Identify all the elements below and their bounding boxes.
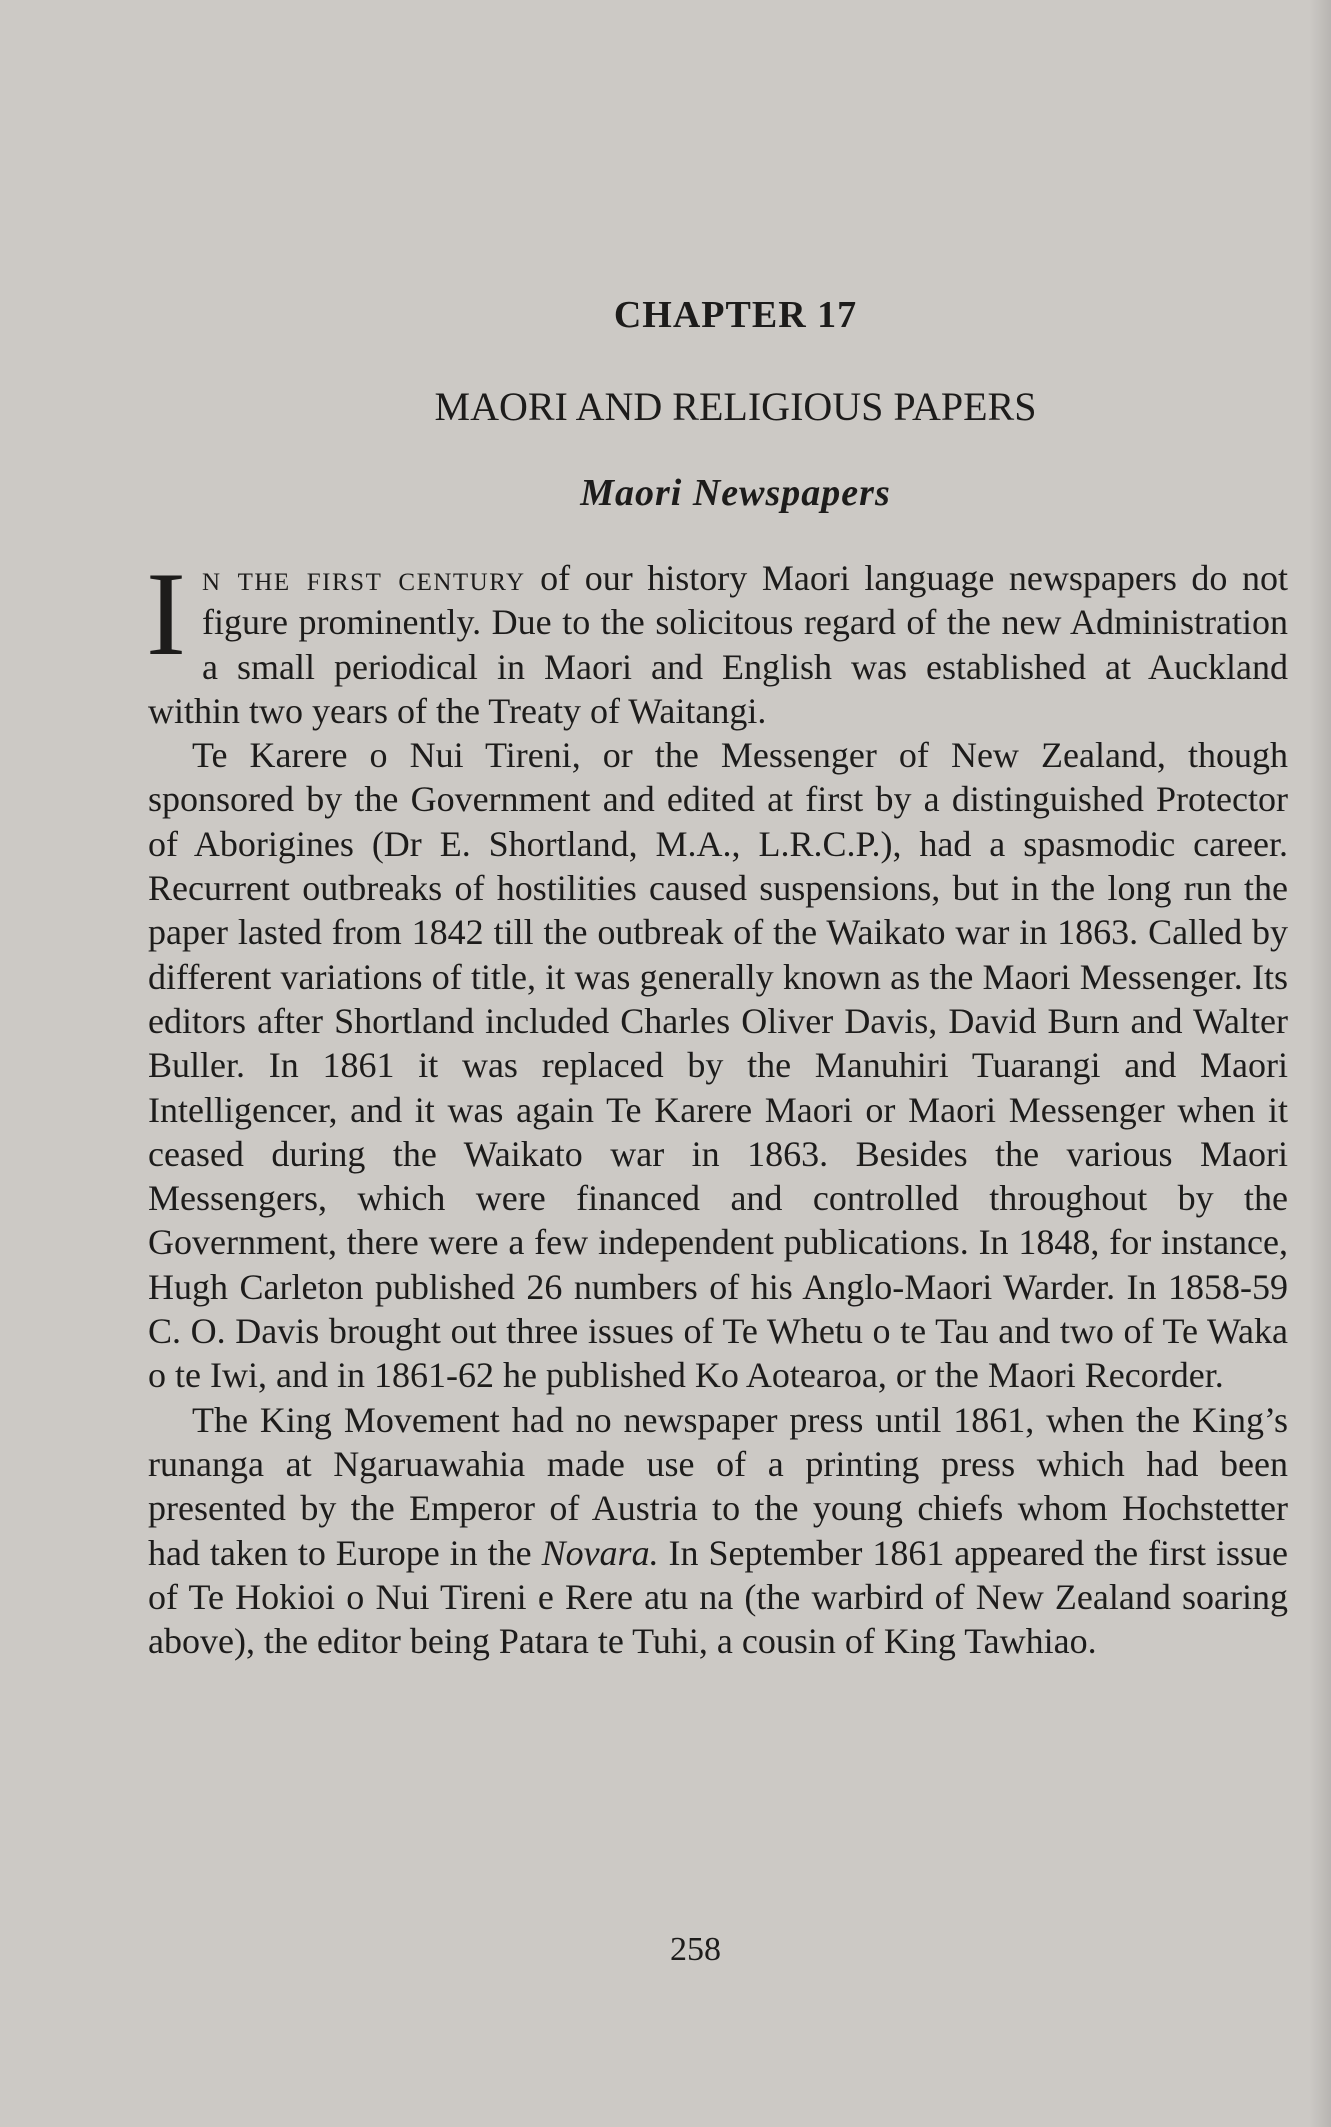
paragraph-1 (146, 547, 1288, 733)
chapter-title: MAORI AND RELIGIOUS PAPERS (434, 384, 1037, 429)
paragraph-2: Te Karere o Nui Tireni, or the Messenger of New Zealand, though sponsored by the Government and edited at first by a distinguished Protector of Aborigines (Dr E. Shortland, M.A., L.R.C.P.), had a spasmodic career. Recurrent outbreaks of hostilities caused suspensions, but in the long run the paper lasted from 1842 till the outbreak of the Waikato war in 1863. Called by different variations of title, it was generally known as the Maori Messenger. Its editors after Shortland included Charles Oliver Davis, David Burn and Walter Buller. In 1861 it was replaced by the Manuhiri Tuarangi and Maori Intelligencer, and it was again Te Karere Maori or Maori Messenger when it ceased during the Waikato war in 1863. Besides the various Maori Messengers, which were financed and controlled throughout by the Government, there were a few independent publications. In 1848, for instance, Hugh Carleton published 26 numbers of his Anglo-Maori Warder. In 1858-59 C. O. Davis brought out three issues of Te Whetu o te Tau and two of Te Waka o te Iwi, and in 1861-62 he published Ko Aotearoa, or the Maori Recorder. (148, 735, 1288, 1396)
paragraph-3-text-end: In September 1861 appeared the first issue of Te Hokioi o Nui Tireni e Rere atu na (the warbird of New Zealand soaring above), the editor being Patara te Tuhi, a cousin of King Tawhiao. (148, 1532, 1288, 1662)
page-edge-shadow (1309, 0, 1331, 2127)
drop-cap: I (146, 547, 186, 680)
section-title: Maori Newspapers (580, 472, 891, 514)
ship-name-italic: Novara. (541, 1532, 659, 1573)
page-number: 258 (670, 1931, 721, 1968)
chapter-label: CHAPTER 17 (613, 294, 858, 336)
book-page (148, 290, 1288, 1663)
body-text (146, 547, 1288, 1663)
opening-small-caps: n the first century (201, 558, 526, 598)
paragraph-3 (148, 1398, 1288, 1664)
paragraph-1-text: of our history Maori language newspapers do not figure prominently. Due to the solicitous regard of the new Administration a small periodical in Maori and English was established at Auckland within two years of the Treaty of Waitangi. (148, 558, 1288, 731)
paragraph-3-text-start: The King Movement had no newspaper press until 1861, when the King’s runanga at Ngaruawahia made use of a printing press which had been presented by the Emperor of Austria to the young chiefs whom Hochstetter had taken to Europe in the (148, 1399, 1288, 1573)
